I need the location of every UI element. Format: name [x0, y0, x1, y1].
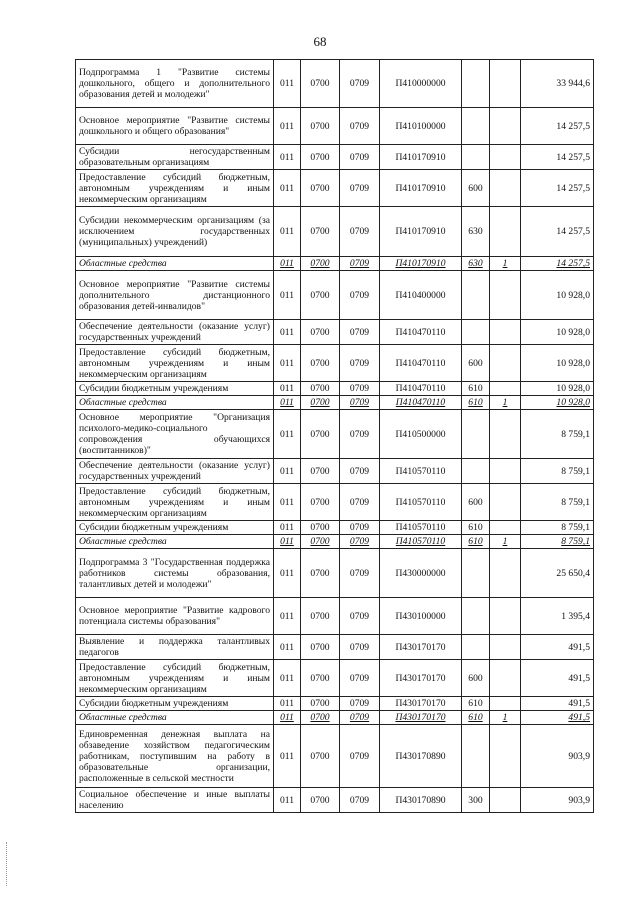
amount-cell: 10 928,0 [521, 345, 594, 382]
funding-source-cell [490, 788, 521, 813]
amount-cell: 10 928,0 [521, 320, 594, 345]
funding-source-cell [490, 521, 521, 535]
expense-type-cell: 610 [462, 521, 490, 535]
funding-source-cell [490, 60, 521, 108]
section-cell: 0700 [301, 108, 340, 145]
section-cell: 0700 [301, 535, 340, 549]
subsection-cell: 0709 [340, 345, 380, 382]
funding-source-cell [490, 459, 521, 484]
funding-source-cell: 1 [490, 396, 521, 410]
expense-type-cell: 630 [462, 207, 490, 257]
section-cell: 0700 [301, 207, 340, 257]
grbs-cell: 011 [274, 271, 301, 320]
expense-type-cell: 610 [462, 396, 490, 410]
grbs-cell: 011 [274, 711, 301, 725]
target-article-cell: П410170910 [380, 207, 462, 257]
amount-cell: 25 650,4 [521, 549, 594, 598]
section-cell: 0700 [301, 145, 340, 170]
grbs-cell: 011 [274, 382, 301, 396]
subsection-cell: 0709 [340, 484, 380, 521]
section-cell: 0700 [301, 711, 340, 725]
expense-type-cell [462, 271, 490, 320]
funding-source-row [76, 711, 594, 725]
row-name-cell: Предоставление субсидий бюджетным, автономным учреждениям и иным некоммерческим организациям [76, 484, 274, 521]
grbs-cell: 011 [274, 484, 301, 521]
row-name-cell: Выявление и поддержка талантливых педагогов [76, 635, 274, 660]
target-article-cell: П410470110 [380, 345, 462, 382]
row-name-cell: Основное мероприятие "Развитие кадрового потенциала системы образования" [76, 598, 274, 635]
row-name-cell: Областные средства [76, 257, 274, 271]
section-cell: 0700 [301, 257, 340, 271]
grbs-cell: 011 [274, 788, 301, 813]
table-row [76, 484, 594, 521]
subsection-cell: 0709 [340, 459, 380, 484]
amount-cell: 14 257,5 [521, 207, 594, 257]
subsection-cell: 0709 [340, 725, 380, 788]
row-name-cell: Предоставление субсидий бюджетным, автономным учреждениям и иным некоммерческим организациям [76, 345, 274, 382]
amount-cell: 8 759,1 [521, 410, 594, 459]
expense-type-cell: 610 [462, 535, 490, 549]
section-cell: 0700 [301, 170, 340, 207]
target-article-cell: П410400000 [380, 271, 462, 320]
section-cell: 0700 [301, 396, 340, 410]
amount-cell: 1 395,4 [521, 598, 594, 635]
grbs-cell: 011 [274, 396, 301, 410]
funding-source-cell [490, 320, 521, 345]
table-row [76, 271, 594, 320]
grbs-cell: 011 [274, 459, 301, 484]
amount-cell: 491,5 [521, 711, 594, 725]
target-article-cell: П430170890 [380, 788, 462, 813]
subsection-cell: 0709 [340, 382, 380, 396]
section-cell: 0700 [301, 660, 340, 697]
expense-type-cell: 600 [462, 660, 490, 697]
grbs-cell: 011 [274, 145, 301, 170]
table-row [76, 60, 594, 108]
grbs-cell: 011 [274, 725, 301, 788]
table-row [76, 697, 594, 711]
row-name-cell: Субсидии бюджетным учреждениям [76, 382, 274, 396]
target-article-cell: П410570110 [380, 459, 462, 484]
grbs-cell: 011 [274, 521, 301, 535]
table-row [76, 635, 594, 660]
expense-type-cell [462, 320, 490, 345]
amount-cell: 14 257,5 [521, 145, 594, 170]
section-cell: 0700 [301, 521, 340, 535]
row-name-cell: Областные средства [76, 711, 274, 725]
target-article-cell: П410570110 [380, 535, 462, 549]
subsection-cell: 0709 [340, 660, 380, 697]
target-article-cell: П430170170 [380, 711, 462, 725]
funding-source-cell [490, 549, 521, 598]
grbs-cell: 011 [274, 660, 301, 697]
row-name-cell: Подпрограмма 1 "Развитие системы дошкольного, общего и дополнительного образования детей и молодежи" [76, 60, 274, 108]
subsection-cell: 0709 [340, 271, 380, 320]
section-cell: 0700 [301, 320, 340, 345]
expense-type-cell [462, 60, 490, 108]
amount-cell: 10 928,0 [521, 396, 594, 410]
table-row [76, 788, 594, 813]
table-row [76, 345, 594, 382]
funding-source-cell [490, 382, 521, 396]
amount-cell: 491,5 [521, 697, 594, 711]
funding-source-cell [490, 410, 521, 459]
grbs-cell: 011 [274, 598, 301, 635]
funding-source-cell: 1 [490, 535, 521, 549]
target-article-cell: П410470110 [380, 396, 462, 410]
funding-source-row [76, 257, 594, 271]
row-name-cell: Субсидии бюджетным учреждениям [76, 697, 274, 711]
section-cell: 0700 [301, 345, 340, 382]
expense-type-cell [462, 410, 490, 459]
funding-source-cell [490, 635, 521, 660]
row-name-cell: Единовременная денежная выплата на обзаведение хозяйством педагогическим работникам, поступившим на работу в образовательные организации, расположенные в сельской местности [76, 725, 274, 788]
grbs-cell: 011 [274, 697, 301, 711]
grbs-cell: 011 [274, 535, 301, 549]
grbs-cell: 011 [274, 635, 301, 660]
row-name-cell: Областные средства [76, 396, 274, 410]
row-name-cell: Основное мероприятие "Развитие системы дошкольного и общего образования" [76, 108, 274, 145]
subsection-cell: 0709 [340, 170, 380, 207]
section-cell: 0700 [301, 382, 340, 396]
target-article-cell: П410500000 [380, 410, 462, 459]
subsection-cell: 0709 [340, 535, 380, 549]
target-article-cell: П430170890 [380, 725, 462, 788]
funding-source-cell [490, 484, 521, 521]
target-article-cell: П430170170 [380, 660, 462, 697]
row-name-cell: Областные средства [76, 535, 274, 549]
funding-source-cell [490, 345, 521, 382]
amount-cell: 8 759,1 [521, 459, 594, 484]
expense-type-cell: 630 [462, 257, 490, 271]
expense-type-cell: 610 [462, 697, 490, 711]
section-cell: 0700 [301, 459, 340, 484]
section-cell: 0700 [301, 725, 340, 788]
row-name-cell: Предоставление субсидий бюджетным, автономным учреждениям и иным некоммерческим организациям [76, 660, 274, 697]
table-row [76, 598, 594, 635]
target-article-cell: П410170910 [380, 257, 462, 271]
amount-cell: 8 759,1 [521, 484, 594, 521]
section-cell: 0700 [301, 598, 340, 635]
section-cell: 0700 [301, 410, 340, 459]
table-row [76, 660, 594, 697]
target-article-cell: П410470110 [380, 320, 462, 345]
grbs-cell: 011 [274, 207, 301, 257]
subsection-cell: 0709 [340, 635, 380, 660]
expense-type-cell: 600 [462, 170, 490, 207]
target-article-cell: П410100000 [380, 108, 462, 145]
funding-source-cell [490, 697, 521, 711]
row-name-cell: Предоставление субсидий бюджетным, автономным учреждениям и иным некоммерческим организациям [76, 170, 274, 207]
amount-cell: 8 759,1 [521, 521, 594, 535]
row-name-cell: Субсидии бюджетным учреждениям [76, 521, 274, 535]
funding-source-cell [490, 598, 521, 635]
grbs-cell: 011 [274, 549, 301, 598]
grbs-cell: 011 [274, 345, 301, 382]
funding-source-row [76, 396, 594, 410]
table-row [76, 145, 594, 170]
section-cell: 0700 [301, 549, 340, 598]
table-row [76, 725, 594, 788]
row-name-cell: Подпрограмма 3 "Государственная поддержка работников системы образования, талантливых детей и молодежи" [76, 549, 274, 598]
funding-source-cell: 1 [490, 257, 521, 271]
target-article-cell: П410570110 [380, 484, 462, 521]
section-cell: 0700 [301, 60, 340, 108]
section-cell: 0700 [301, 271, 340, 320]
funding-source-row [76, 535, 594, 549]
expense-type-cell [462, 145, 490, 170]
row-name-cell: Обеспечение деятельности (оказание услуг) государственных учреждений [76, 459, 274, 484]
funding-source-cell [490, 725, 521, 788]
section-cell: 0700 [301, 635, 340, 660]
amount-cell: 10 928,0 [521, 382, 594, 396]
table-row [76, 549, 594, 598]
target-article-cell: П410570110 [380, 521, 462, 535]
amount-cell: 33 944,6 [521, 60, 594, 108]
subsection-cell: 0709 [340, 549, 380, 598]
subsection-cell: 0709 [340, 60, 380, 108]
funding-source-cell: 1 [490, 711, 521, 725]
budget-table [75, 59, 594, 813]
margin-mark [6, 842, 9, 886]
subsection-cell: 0709 [340, 207, 380, 257]
grbs-cell: 011 [274, 108, 301, 145]
grbs-cell: 011 [274, 257, 301, 271]
funding-source-cell [490, 108, 521, 145]
funding-source-cell [490, 207, 521, 257]
target-article-cell: П430170170 [380, 635, 462, 660]
table-row [76, 320, 594, 345]
target-article-cell: П410470110 [380, 382, 462, 396]
table-row [76, 382, 594, 396]
subsection-cell: 0709 [340, 788, 380, 813]
amount-cell: 903,9 [521, 725, 594, 788]
expense-type-cell [462, 598, 490, 635]
target-article-cell: П410170910 [380, 145, 462, 170]
expense-type-cell: 610 [462, 711, 490, 725]
amount-cell: 903,9 [521, 788, 594, 813]
target-article-cell: П410000000 [380, 60, 462, 108]
row-name-cell: Основное мероприятие "Организация психолого-медико-социального сопровождения обучающихся (воспитанников)" [76, 410, 274, 459]
section-cell: 0700 [301, 788, 340, 813]
row-name-cell: Основное мероприятие "Развитие системы дополнительного дистанционного образования детей-инвалидов" [76, 271, 274, 320]
table-row [76, 521, 594, 535]
subsection-cell: 0709 [340, 410, 380, 459]
table-row [76, 207, 594, 257]
subsection-cell: 0709 [340, 145, 380, 170]
target-article-cell: П410170910 [380, 170, 462, 207]
funding-source-cell [490, 660, 521, 697]
section-cell: 0700 [301, 484, 340, 521]
row-name-cell: Субсидии некоммерческим организациям (за исключением государственных (муниципальных) учреждений) [76, 207, 274, 257]
amount-cell: 14 257,5 [521, 108, 594, 145]
funding-source-cell [490, 170, 521, 207]
subsection-cell: 0709 [340, 257, 380, 271]
row-name-cell: Обеспечение деятельности (оказание услуг) государственных учреждений [76, 320, 274, 345]
amount-cell: 491,5 [521, 635, 594, 660]
funding-source-cell [490, 271, 521, 320]
subsection-cell: 0709 [340, 711, 380, 725]
grbs-cell: 011 [274, 170, 301, 207]
expense-type-cell: 600 [462, 484, 490, 521]
expense-type-cell [462, 725, 490, 788]
grbs-cell: 011 [274, 410, 301, 459]
subsection-cell: 0709 [340, 108, 380, 145]
row-name-cell: Субсидии негосударственным образовательным организациям [76, 145, 274, 170]
target-article-cell: П430000000 [380, 549, 462, 598]
expense-type-cell [462, 635, 490, 660]
expense-type-cell [462, 108, 490, 145]
grbs-cell: 011 [274, 320, 301, 345]
subsection-cell: 0709 [340, 521, 380, 535]
expense-type-cell: 300 [462, 788, 490, 813]
page-number: 68 [313, 34, 327, 49]
expense-type-cell [462, 459, 490, 484]
subsection-cell: 0709 [340, 598, 380, 635]
row-name-cell: Социальное обеспечение и иные выплаты населению [76, 788, 274, 813]
amount-cell: 491,5 [521, 660, 594, 697]
grbs-cell: 011 [274, 60, 301, 108]
amount-cell: 14 257,5 [521, 170, 594, 207]
subsection-cell: 0709 [340, 697, 380, 711]
subsection-cell: 0709 [340, 396, 380, 410]
funding-source-cell [490, 145, 521, 170]
section-cell: 0700 [301, 697, 340, 711]
table-row [76, 108, 594, 145]
target-article-cell: П430170170 [380, 697, 462, 711]
table-row [76, 459, 594, 484]
amount-cell: 8 759,1 [521, 535, 594, 549]
amount-cell: 14 257,5 [521, 257, 594, 271]
expense-type-cell: 610 [462, 382, 490, 396]
table-row [76, 410, 594, 459]
amount-cell: 10 928,0 [521, 271, 594, 320]
expense-type-cell: 600 [462, 345, 490, 382]
target-article-cell: П430100000 [380, 598, 462, 635]
expense-type-cell [462, 549, 490, 598]
subsection-cell: 0709 [340, 320, 380, 345]
table-row [76, 170, 594, 207]
